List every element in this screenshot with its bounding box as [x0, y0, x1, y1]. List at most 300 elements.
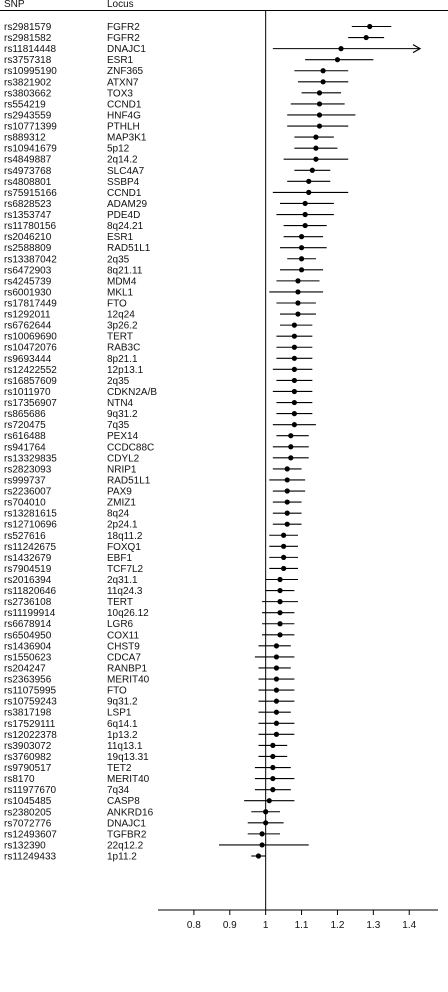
locus-label: 9q31.2 — [107, 409, 138, 421]
snp-label: rs2823093 — [4, 464, 52, 476]
locus-label: CDKN2A/B — [107, 386, 158, 398]
locus-label: ZNF365 — [107, 66, 144, 78]
locus-label: 8q21.11 — [107, 265, 143, 277]
forest-row — [4, 774, 294, 785]
estimate-point — [292, 378, 297, 383]
estimate-point — [338, 46, 343, 51]
snp-label: rs1353747 — [4, 210, 52, 222]
estimate-point — [292, 334, 297, 339]
forest-row — [4, 520, 302, 531]
forest-row — [4, 188, 348, 199]
estimate-point — [292, 411, 297, 416]
locus-label: TERT — [107, 597, 133, 609]
estimate-point — [274, 699, 279, 704]
forest-row — [4, 852, 266, 863]
locus-label: FTO — [107, 298, 127, 310]
snp-label: rs13281615 — [4, 508, 57, 520]
snp-label: rs889312 — [4, 132, 46, 144]
snp-label: rs1292011 — [4, 309, 51, 321]
snp-label: rs9790517 — [4, 763, 52, 775]
estimate-point — [285, 466, 290, 471]
x-tick-label: 0.9 — [222, 920, 237, 931]
forest-row — [4, 254, 316, 265]
locus-label: FGFR2 — [107, 22, 140, 33]
locus-label: 8q24.21 — [107, 221, 144, 233]
forest-row — [4, 442, 309, 453]
snp-label: rs12422552 — [4, 364, 57, 376]
locus-label: CDCA7 — [107, 652, 141, 664]
estimate-point — [270, 743, 275, 748]
forest-row — [4, 221, 327, 232]
locus-label: MAP3K1 — [107, 132, 147, 144]
forest-row — [4, 652, 294, 663]
snp-label: rs2016394 — [4, 575, 52, 586]
locus-label: CDYL2 — [107, 453, 140, 465]
forest-row — [4, 498, 302, 509]
forest-row — [4, 531, 298, 542]
estimate-point — [274, 676, 279, 681]
snp-label: rs4808801 — [4, 176, 52, 188]
estimate-point — [317, 90, 322, 95]
locus-label: 8p21.1 — [107, 353, 138, 365]
snp-label: rs8170 — [4, 774, 35, 786]
snp-label: rs10995190 — [4, 66, 57, 78]
estimate-point — [320, 79, 325, 84]
locus-label: 1p13.2 — [107, 729, 138, 741]
x-tick-label: 1 — [262, 920, 269, 931]
forest-row — [4, 243, 327, 254]
estimate-point — [292, 345, 297, 350]
snp-label: rs720475 — [4, 420, 46, 432]
estimate-point — [256, 853, 261, 858]
forest-row — [4, 807, 280, 818]
locus-label: NRIP1 — [107, 464, 137, 476]
locus-label: 12q24 — [107, 309, 135, 321]
forest-row — [4, 166, 330, 177]
forest-row — [4, 99, 345, 110]
locus-label: 8q24 — [107, 508, 130, 520]
locus-label: 11q24.3 — [107, 586, 143, 598]
snp-label: rs3757318 — [4, 55, 52, 67]
locus-label: LGR6 — [107, 619, 134, 631]
forest-row — [4, 66, 348, 77]
locus-label: FTO — [107, 685, 127, 697]
locus-label: TGFBR2 — [107, 829, 147, 841]
locus-label: EBF1 — [107, 552, 133, 564]
locus-label: CHST9 — [107, 641, 140, 653]
locus-label: FOXQ1 — [107, 541, 141, 553]
forest-row — [4, 542, 298, 553]
forest-row — [4, 276, 320, 287]
locus-label: 2q35 — [107, 254, 130, 266]
forest-row — [4, 122, 348, 133]
snp-label: rs6762644 — [4, 320, 52, 332]
rows-layer — [4, 22, 420, 863]
locus-label: ATXN7 — [107, 77, 139, 89]
estimate-point — [277, 599, 282, 604]
estimate-point — [317, 101, 322, 106]
snp-label: rs616488 — [4, 431, 46, 443]
snp-label: rs12493607 — [4, 829, 57, 841]
locus-label: PDE4D — [107, 210, 141, 222]
estimate-point — [303, 223, 308, 228]
x-axis-ticks — [187, 910, 417, 931]
locus-label: NTN4 — [107, 398, 134, 410]
snp-label: rs2588809 — [4, 243, 52, 255]
estimate-point — [285, 477, 290, 482]
locus-label: CCND1 — [107, 99, 142, 111]
locus-label: SSBP4 — [107, 176, 140, 188]
estimate-point — [274, 732, 279, 737]
locus-label: COX11 — [107, 630, 140, 642]
forest-row — [4, 586, 294, 597]
locus-label: 10q26.12 — [107, 608, 149, 620]
locus-label: 12p13.1 — [107, 364, 144, 376]
estimate-point — [367, 24, 372, 29]
snp-label: rs4245739 — [4, 276, 52, 288]
snp-label: rs12022378 — [4, 729, 57, 741]
locus-label: ADAM29 — [107, 198, 148, 210]
estimate-point — [306, 179, 311, 184]
estimate-point — [270, 754, 275, 759]
locus-label: PEX14 — [107, 431, 139, 443]
locus-label: 19q13.31 — [107, 751, 149, 763]
locus-label: 3p26.2 — [107, 320, 138, 332]
snp-label: rs2363956 — [4, 674, 52, 686]
locus-label: MERIT40 — [107, 774, 150, 786]
locus-label: MKL1 — [107, 287, 134, 299]
forest-row — [4, 33, 384, 44]
snp-label: rs6678914 — [4, 619, 52, 631]
estimate-point — [303, 212, 308, 217]
snp-label: rs11199914 — [4, 608, 56, 620]
locus-label: RANBP1 — [107, 663, 148, 675]
x-tick-label: 1.3 — [366, 920, 381, 931]
snp-label: rs4849887 — [4, 154, 52, 166]
locus-label: FGFR2 — [107, 33, 140, 45]
estimate-point — [299, 256, 304, 261]
locus-label: MERIT40 — [107, 674, 150, 686]
estimate-point — [274, 710, 279, 715]
snp-label: rs10472076 — [4, 342, 57, 354]
locus-label: SLC4A7 — [107, 165, 145, 177]
locus-label: DNAJC1 — [107, 44, 146, 56]
forest-row — [4, 641, 291, 652]
snp-label: rs75915166 — [4, 187, 57, 199]
locus-label: HNF4G — [107, 110, 141, 122]
locus-label: TERT — [107, 331, 133, 343]
snp-label: rs11075995 — [4, 685, 57, 697]
forest-row — [4, 818, 284, 829]
forest-row — [4, 88, 341, 99]
locus-label: PAX9 — [107, 486, 132, 498]
estimate-point — [277, 621, 282, 626]
locus-label: TET2 — [107, 763, 132, 775]
forest-row — [4, 686, 294, 697]
snp-label: rs3817198 — [4, 707, 52, 719]
snp-label: rs1432679 — [4, 552, 52, 564]
forest-row — [4, 44, 420, 55]
snp-label: rs6472903 — [4, 265, 52, 277]
snp-label: rs17356907 — [4, 398, 57, 410]
locus-label: RAD51L1 — [107, 475, 151, 487]
snp-label: rs1011970 — [4, 386, 51, 398]
locus-label: ZMIZ1 — [107, 497, 136, 509]
forest-row — [4, 210, 334, 221]
locus-label: ESR1 — [107, 232, 134, 244]
forest-row — [4, 719, 294, 730]
snp-label: rs2981582 — [4, 33, 52, 45]
forest-row — [4, 453, 309, 464]
snp-label: rs2236007 — [4, 486, 52, 498]
estimate-point — [285, 511, 290, 516]
forest-row — [4, 597, 298, 608]
locus-label: CCND1 — [107, 187, 142, 199]
snp-label: rs7904519 — [4, 563, 52, 575]
forest-row — [4, 608, 294, 619]
locus-label: 7q35 — [107, 420, 130, 432]
locus-label: RAD51L1 — [107, 243, 151, 255]
estimate-point — [285, 488, 290, 493]
forest-row — [4, 708, 291, 719]
estimate-point — [281, 544, 286, 549]
locus-label: MDM4 — [107, 276, 137, 288]
forest-row — [4, 752, 287, 763]
estimate-point — [364, 35, 369, 40]
snp-label: rs2981579 — [4, 22, 52, 33]
snp-label: rs10069690 — [4, 331, 57, 343]
forest-row — [4, 299, 316, 310]
snp-label: rs17529111 — [4, 718, 56, 730]
locus-label: 2q14.2 — [107, 154, 138, 166]
estimate-point — [295, 300, 300, 305]
locus-label: 6q14.1 — [107, 718, 138, 730]
snp-label: rs6828523 — [4, 198, 52, 210]
snp-label: rs11820646 — [4, 586, 57, 598]
snp-label: rs2380205 — [4, 807, 52, 819]
forest-row — [4, 730, 294, 741]
snp-label: rs11249433 — [4, 851, 57, 863]
snp-label: rs10759243 — [4, 696, 57, 708]
estimate-point — [295, 311, 300, 316]
snp-label: rs1436904 — [4, 641, 52, 653]
forest-row — [4, 133, 334, 144]
locus-label: 5p12 — [107, 143, 130, 155]
locus-label: 1p11.2 — [107, 851, 137, 863]
snp-label: rs11780156 — [4, 221, 57, 233]
forest-row — [4, 785, 291, 796]
estimate-point — [292, 422, 297, 427]
snp-label: rs12710696 — [4, 519, 57, 531]
column-header-locus: Locus — [107, 0, 134, 10]
estimate-point — [270, 776, 275, 781]
forest-row — [4, 575, 298, 586]
estimate-point — [281, 566, 286, 571]
estimate-point — [292, 323, 297, 328]
estimate-point — [306, 190, 311, 195]
snp-label: rs2736108 — [4, 597, 52, 609]
estimate-point — [292, 389, 297, 394]
estimate-point — [313, 157, 318, 162]
forest-row — [4, 796, 294, 807]
snp-label: rs527616 — [4, 530, 46, 542]
locus-label: 2p24.1 — [107, 519, 138, 531]
forest-row — [4, 232, 323, 243]
locus-label: 2q35 — [107, 375, 130, 387]
estimate-point — [277, 577, 282, 582]
snp-label: rs554219 — [4, 99, 46, 111]
forest-row — [4, 464, 302, 475]
snp-label: rs3803662 — [4, 88, 52, 100]
estimate-point — [288, 444, 293, 449]
locus-label: CCDC88C — [107, 442, 155, 454]
estimate-point — [274, 721, 279, 726]
estimate-point — [274, 688, 279, 693]
snp-label: rs1045485 — [4, 796, 52, 808]
forest-row — [4, 509, 302, 520]
locus-label: ESR1 — [107, 55, 134, 67]
estimate-point — [295, 289, 300, 294]
forest-row — [4, 675, 294, 686]
snp-label: rs2046210 — [4, 232, 52, 244]
forest-row — [4, 310, 316, 321]
locus-label: 11q13.1 — [107, 740, 143, 752]
forest-row — [4, 829, 280, 840]
locus-label: CASP8 — [107, 796, 140, 808]
forest-row — [4, 55, 373, 66]
locus-label: 2q31.1 — [107, 575, 138, 586]
estimate-point — [277, 588, 282, 593]
estimate-point — [274, 643, 279, 648]
estimate-point — [317, 123, 322, 128]
snp-label: rs204247 — [4, 663, 46, 675]
estimate-point — [303, 201, 308, 206]
estimate-point — [259, 842, 264, 847]
estimate-point — [259, 831, 264, 836]
forest-row — [4, 287, 323, 298]
forest-row — [4, 553, 298, 564]
estimate-point — [313, 146, 318, 151]
snp-label: rs11814448 — [4, 44, 57, 56]
snp-label: rs13387042 — [4, 254, 57, 266]
estimate-point — [285, 499, 290, 504]
snp-label: rs941764 — [4, 442, 46, 454]
estimate-point — [299, 267, 304, 272]
forest-row — [4, 663, 291, 674]
estimate-point — [270, 765, 275, 770]
estimate-point — [274, 654, 279, 659]
snp-label: rs6001930 — [4, 287, 52, 299]
forest-row — [4, 177, 330, 188]
snp-label: rs999737 — [4, 475, 46, 487]
estimate-point — [274, 665, 279, 670]
locus-label: DNAJC1 — [107, 818, 146, 830]
locus-label: 9q31.2 — [107, 696, 138, 708]
locus-label: 22q12.2 — [107, 840, 144, 852]
forest-row — [4, 763, 291, 774]
estimate-point — [281, 533, 286, 538]
forest-row — [4, 487, 305, 498]
estimate-point — [288, 455, 293, 460]
snp-label: rs6504950 — [4, 630, 52, 642]
x-tick-label: 1.1 — [294, 920, 309, 931]
locus-label: TCF7L2 — [107, 563, 144, 575]
estimate-point — [335, 57, 340, 62]
snp-label: rs1550623 — [4, 652, 52, 664]
snp-label: rs16857609 — [4, 375, 57, 387]
forest-row — [4, 630, 294, 641]
locus-label: RAB3C — [107, 342, 141, 354]
forest-row — [4, 431, 309, 442]
forest-row — [4, 619, 294, 630]
forest-row — [4, 110, 355, 121]
estimate-point — [281, 555, 286, 560]
estimate-point — [285, 522, 290, 527]
snp-label: rs3903072 — [4, 740, 52, 752]
snp-label: rs10771399 — [4, 121, 57, 133]
snp-label: rs865686 — [4, 409, 46, 421]
estimate-point — [270, 787, 275, 792]
snp-label: rs10941679 — [4, 143, 57, 155]
locus-label: PTHLH — [107, 121, 140, 133]
column-header-snp: SNP — [4, 0, 25, 10]
locus-label: 18q11.2 — [107, 530, 143, 542]
forest-row — [4, 144, 337, 155]
estimate-point — [299, 245, 304, 250]
snp-label: rs9693444 — [4, 353, 52, 365]
estimate-point — [277, 632, 282, 637]
estimate-point — [292, 400, 297, 405]
estimate-point — [320, 68, 325, 73]
forest-row — [4, 840, 309, 851]
estimate-point — [267, 798, 272, 803]
locus-label: 7q34 — [107, 785, 130, 797]
snp-label: rs13329835 — [4, 453, 57, 465]
x-tick-label: 1.4 — [402, 920, 417, 931]
snp-label: rs7072776 — [4, 818, 52, 830]
estimate-point — [299, 234, 304, 239]
forest-row — [4, 475, 305, 486]
estimate-point — [277, 610, 282, 615]
snp-label: rs3821902 — [4, 77, 52, 89]
estimate-point — [310, 168, 315, 173]
forest-row — [4, 265, 323, 276]
estimate-point — [317, 112, 322, 117]
snp-label: rs4973768 — [4, 165, 52, 177]
estimate-point — [295, 278, 300, 283]
estimate-point — [313, 135, 318, 140]
forest-row — [4, 420, 316, 431]
snp-label: rs11242675 — [4, 541, 57, 553]
forest-row — [4, 697, 294, 708]
snp-label: rs704010 — [4, 497, 46, 509]
forest-row — [4, 199, 334, 210]
locus-label: ANKRD16 — [107, 807, 154, 819]
forest-row — [4, 741, 287, 752]
estimate-point — [292, 367, 297, 372]
snp-label: rs132390 — [4, 840, 46, 852]
snp-label: rs2943559 — [4, 110, 52, 122]
x-tick-label: 1.2 — [330, 920, 345, 931]
estimate-point — [288, 433, 293, 438]
estimate-point — [292, 356, 297, 361]
forest-row — [4, 22, 391, 33]
forest-row — [4, 564, 298, 575]
locus-label: LSP1 — [107, 707, 132, 719]
forest-row — [4, 77, 348, 88]
locus-label: TOX3 — [107, 88, 133, 100]
x-tick-label: 0.8 — [186, 920, 201, 931]
